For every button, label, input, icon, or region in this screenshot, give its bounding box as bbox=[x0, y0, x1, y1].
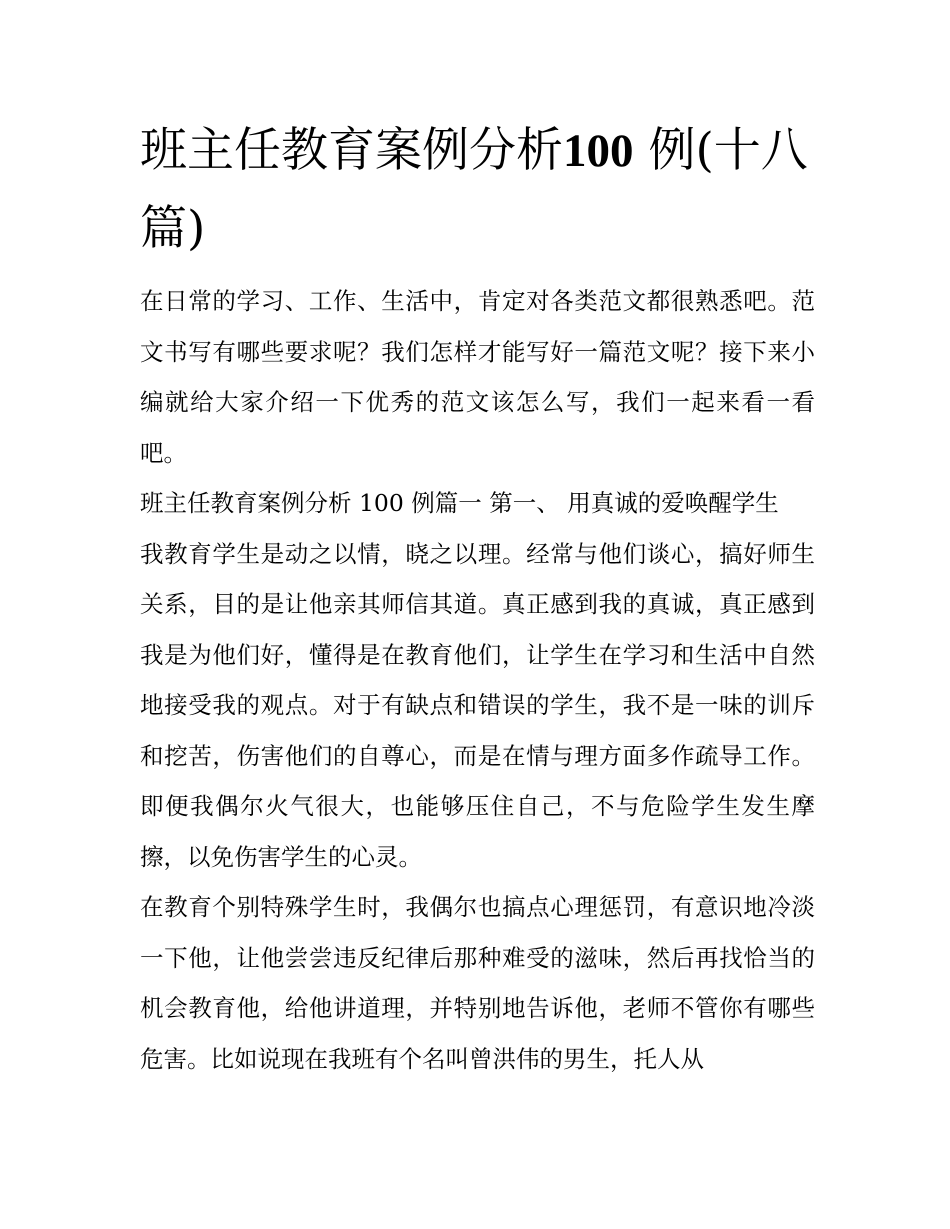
paragraph-body-1: 我教育学生是动之以情，晓之以理。经常与他们谈心，搞好师生关系，目的是让他亲其师信其道。真正感到我的真诚，真正感到我是为他们好，懂得是在教育他们，让学生在学习和生活中自然地接受我的观点。对于有缺点和错误的学生，我不是一味的训斥和挖苦，伤害他们的自尊心，而是在情与理方面多作疏导工作。即便我偶尔火气很大，也能够压住自己，不与危险学生发生摩擦，以免伤害学生的心灵。 bbox=[140, 539, 815, 871]
document-title bbox=[140, 112, 820, 267]
document-body bbox=[140, 276, 815, 1084]
paragraph-intro: 在日常的学习、工作、生活中，肯定对各类范文都很熟悉吧。范文书写有哪些要求呢？我们怎样才能写好一篇范文呢？接下来小编就给大家介绍一下优秀的范文该怎么写，我们一起来看一看吧。 bbox=[140, 287, 815, 467]
paragraph-body-2: 在教育个别特殊学生时，我偶尔也搞点心理惩罚，有意识地冷淡一下他，让他尝尝违反纪律后那种难受的滋味，然后再找恰当的机会教育他，给他讲道理，并特别地告诉他，老师不管你有哪些危害。比如说现在我班有个名叫曾洪伟的男生，托人从 bbox=[140, 893, 815, 1073]
paragraph-section-heading: 班主任教育案例分析 100 例篇一 第一、 用真诚的爱唤醒学生 bbox=[140, 489, 779, 517]
title-text-part1: 班主任教育案例分析 bbox=[140, 123, 563, 178]
title-text-part2: 例(十八篇) bbox=[140, 123, 808, 256]
title-number: 100 bbox=[563, 125, 634, 177]
